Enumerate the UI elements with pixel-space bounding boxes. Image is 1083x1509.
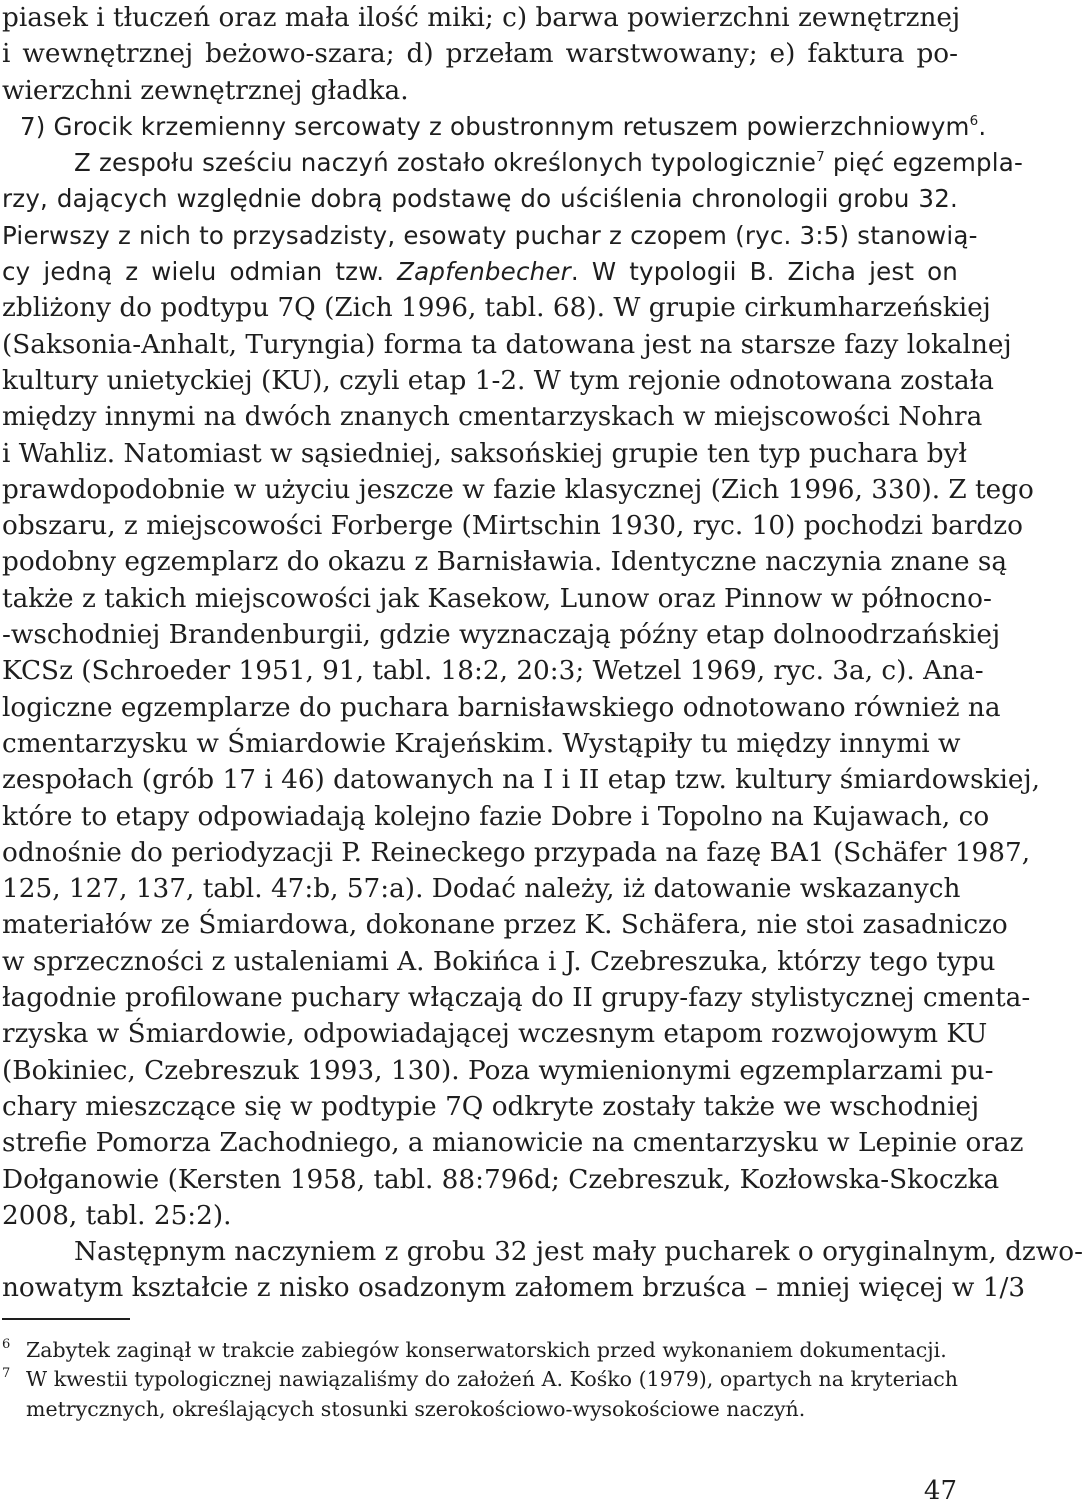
text-line: rzyska w Śmiardowie, odpowiadającej wczesnym etapom rozwojowym KU <box>2 1019 988 1050</box>
text-line: chary mieszczące się w podtypie 7Q odkryte zostały także we wschodniej <box>2 1091 980 1122</box>
text-line: które to etapy odpowiadają kolejno fazie Dobre i Topolno na Kujawach, co <box>2 801 990 832</box>
footnote-number: 7 <box>2 1366 11 1382</box>
text-line: logiczne egzemplarze do puchara barnisławskiego odnotowano również na <box>2 692 1001 723</box>
text-line: i Wahliz. Natomiast w sąsiedniej, saksońskiej grupie ten typ puchara był <box>2 438 967 469</box>
list-item-7 <box>2 109 987 145</box>
text-span: cy jedną z wielu odmian tzw. <box>2 257 398 287</box>
footnote-divider <box>2 1318 130 1320</box>
text-line: (Bokiniec, Czebreszuk 1993, 130). Poza wymienionymi egzemplarzami pu- <box>2 1055 994 1086</box>
text-span: pięć egzempla- <box>832 148 1024 178</box>
text-line: cmentarzysku w Śmiardowie Krajeńskim. Wystąpiły tu między innymi w <box>2 728 961 759</box>
text-line: łagodnie profilowane puchary włączają do II grupy-fazy stylistycznej cmenta- <box>2 983 1031 1014</box>
body-text <box>2 0 1083 1307</box>
text-line: nowatym kształcie z nisko osadzonym załomem brzuśca – mniej więcej w 1/3 <box>2 1273 1026 1304</box>
text-line: podobny egzemplarz do okazu z Barnisławia. Identyczne naczynia znane są <box>2 547 1008 578</box>
footnote-6 <box>2 1336 958 1365</box>
text-line <box>2 145 1024 181</box>
text-span: Z zespołu sześciu naczyń zostało określonych typologicznie <box>74 148 817 178</box>
text-line: -wschodniej Brandenburgii, gdzie wyznaczają późny etap dolnoodrzańskiej <box>2 620 1001 651</box>
text-line: w sprzeczności z ustaleniami A. Bokińca i J. Czebreszuka, którzy tego typu <box>2 946 996 977</box>
text-line: 2008, tabl. 25:2). <box>2 1200 232 1231</box>
footnote-7 <box>2 1365 958 1424</box>
text-line: Pierwszy z nich to przysadzisty, esowaty puchar z czopem (ryc. 3:5) stanowią- <box>2 220 978 250</box>
paragraph-start: Następnym naczyniem z grobu 32 jest mały pucharek o oryginalnym, dzwo- <box>74 1237 1083 1268</box>
footnote-line: W kwestii typologicznej nawiązaliśmy do założeń A. Kośko (1979), opartych na kryteriach <box>26 1367 958 1392</box>
text-line: KCSz (Schroeder 1951, 91, tabl. 18:2, 20:3; Wetzel 1969, ryc. 3a, c). Ana- <box>2 656 984 687</box>
text-line: i wewnętrznej beżowo-szara; d) przełam warstwowany; e) faktura po- <box>2 39 958 70</box>
text-span: . <box>978 111 987 141</box>
text-line: 125, 127, 137, tabl. 47:b, 57:a). Dodać należy, iż datowanie wskazanych <box>2 874 961 905</box>
footnote-ref-6: 6 <box>969 112 979 129</box>
text-span: . W typologii B. Zicha jest on <box>570 257 958 287</box>
text-line: rzy, dających względnie dobrą podstawę do uściślenia chronologii grobu 32. <box>2 184 958 214</box>
text-line: piasek i tłuczeń oraz mała ilość miki; c) barwa powierzchni zewnętrznej <box>2 3 961 33</box>
footnotes <box>2 1336 958 1424</box>
text-line: zespołach (grób 17 i 46) datowanych na I i II etap tzw. kultury śmiardowskiej, <box>2 765 1040 796</box>
text-span: 7) Grocik krzemienny sercowaty z obustronnym retuszem powierzchniowym <box>20 111 970 141</box>
text-line: (Saksonia-Anhalt, Turyngia) forma ta datowana jest na starsze fazy lokalnej <box>2 329 1012 360</box>
page-number: 47 <box>923 1476 957 1506</box>
footnote-number: 6 <box>2 1337 11 1352</box>
text-line: obszaru, z miejscowości Forberge (Mirtschin 1930, ryc. 10) pochodzi bardzo <box>2 511 1023 542</box>
footnote-ref-7: 7 <box>816 149 825 166</box>
text-line: materiałów ze Śmiardowa, dokonane przez K. Schäfera, nie stoi zasadniczo <box>2 910 1008 941</box>
text-line: prawdopodobnie w użyciu jeszcze w fazie klasycznej (Zich 1996, 330). Z tego <box>2 474 1034 505</box>
emphasis-term: Zapfenbecher <box>397 257 571 287</box>
text-line: Dołganowie (Kersten 1958, tabl. 88:796d; Czebreszuk, Kozłowska-Skoczka <box>2 1164 1000 1195</box>
footnote-line: metrycznych, określających stosunki szerokościowo-wysokościowe naczyń. <box>26 1396 806 1421</box>
text-line: między innymi na dwóch znanych cmentarzyskach w miejscowości Nohra <box>2 402 983 433</box>
text-line: kultury unietyckiej (KU), czyli etap 1-2. W tym rejonie odnotowana została <box>2 365 994 396</box>
text-line: strefie Pomorza Zachodniego, a mianowicie na cmentarzysku w Lepinie oraz <box>2 1128 1024 1159</box>
text-line: wierzchni zewnętrznej gładka. <box>2 75 409 106</box>
text-line: zbliżony do podtypu 7Q (Zich 1996, tabl. 68). W grupie cirkumharzeńskiej <box>2 293 991 324</box>
text-line: odnośnie do periodyzacji P. Reineckego przypada na fazę BA1 (Schäfer 1987, <box>2 837 1031 868</box>
text-line: także z takich miejscowości jak Kasekow, Lunow oraz Pinnow w północno- <box>2 583 992 614</box>
text-line <box>2 254 958 290</box>
footnote-line: Zabytek zaginął w trakcie zabiegów konserwatorskich przed wykonaniem dokumentacji. <box>26 1338 947 1362</box>
